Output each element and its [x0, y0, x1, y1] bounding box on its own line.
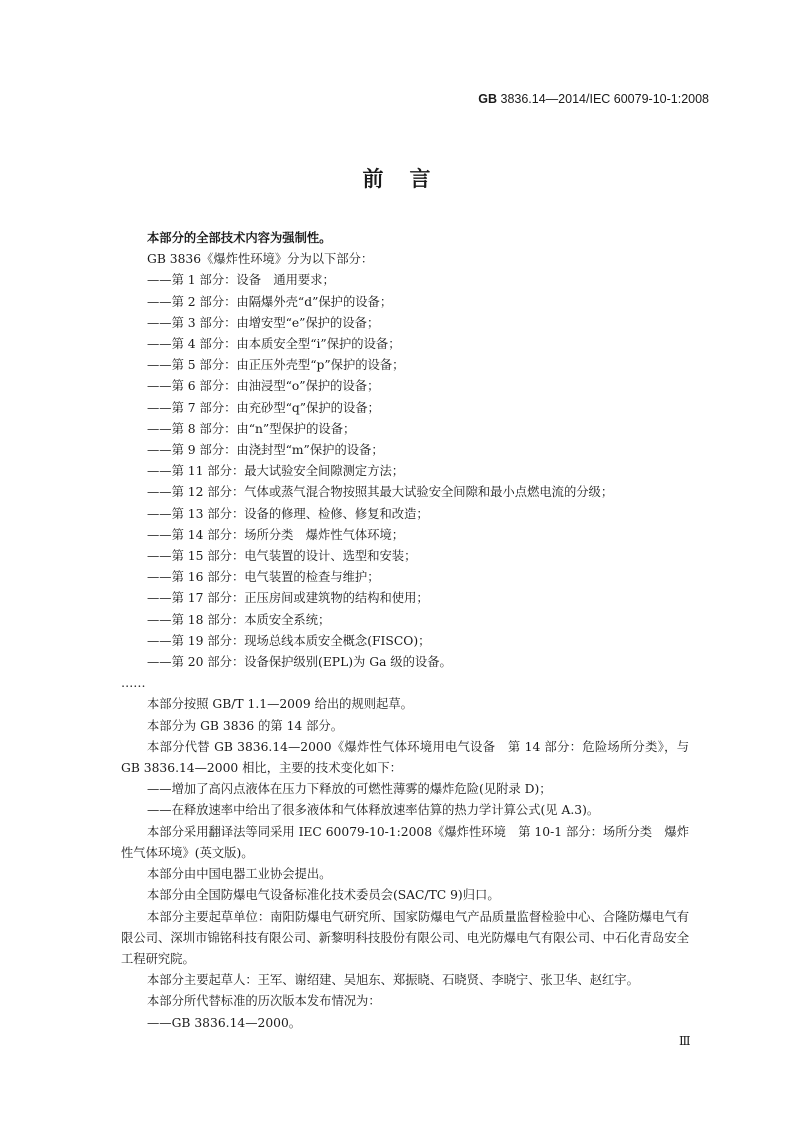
parts-list [121, 270, 689, 673]
committee: 本部分由全国防爆电气设备标准化技术委员会(SAC/TC 9)归口。 [147, 888, 500, 903]
adoption-paragraph: 本部分采用翻译法等同采用 IEC 60079-10-1:2008《爆炸性环境 第 10-1 部分：场所分类 爆炸性气体环境》(英文版)。 [121, 824, 689, 860]
list-item: ——第 19 部分：现场总线本质安全概念(FISCO)； [147, 633, 431, 648]
intro-bold: 本部分的全部技术内容为强制性。 [147, 231, 332, 245]
drafters: 本部分主要起草人：王军、谢绍建、吴旭东、郑振晓、石晓贤、李晓宁、张卫华、赵红宇。 [147, 973, 639, 988]
proposer: 本部分由中国电器工业协会提出。 [147, 867, 332, 882]
change-item: ——在释放速率中给出了很多液体和气体释放速率估算的热力学计算公式(见 A.3)。 [147, 803, 600, 818]
history-item: ——GB 3836.14—2000。 [147, 1015, 302, 1030]
list-item: ——第 8 部分：由“n”型保护的设备； [147, 421, 356, 436]
list-item: ——第 7 部分：由充砂型“q”保护的设备； [147, 400, 380, 415]
list-item: ——第 16 部分：电气装置的检查与维护； [147, 570, 380, 585]
part-number: 本部分为 GB 3836 的第 14 部分。 [147, 718, 344, 733]
list-item: ——第 18 部分：本质安全系统； [147, 612, 331, 627]
list-item: ——第 4 部分：由本质安全型“i”保护的设备； [147, 337, 401, 352]
document-header [478, 92, 709, 106]
drafting-units: 本部分主要起草单位：南阳防爆电气研究所、国家防爆电气产品质量监督检验中心、合隆防爆电气有限公司、深圳市锦铭科技有限公司、新黎明科技股份有限公司、电光防爆电气有限公司、中石化青岛安全工程研究院。 [121, 909, 689, 966]
header-code: GB [478, 92, 498, 106]
list-item: ——第 3 部分：由增安型“e”保护的设备； [147, 315, 380, 330]
ellipsis: …… [121, 676, 146, 691]
list-item: ——第 13 部分：设备的修理、检修、修复和改造； [147, 506, 429, 521]
drafting-rule: 本部分按照 GB/T 1.1—2009 给出的规则起草。 [147, 697, 413, 712]
header-text: 3836.14—2014/IEC 60079-10-1:2008 [500, 92, 709, 106]
foreword-body [121, 228, 689, 1034]
list-item: ——第 11 部分：最大试验安全间隙测定方法； [147, 464, 405, 479]
list-item: ——第 1 部分：设备 通用要求； [147, 273, 335, 288]
list-item: ——第 5 部分：由正压外壳型“p”保护的设备； [147, 358, 405, 373]
series-intro: GB 3836《爆炸性环境》分为以下部分： [147, 252, 374, 267]
history-intro: 本部分所代替标准的历次版本发布情况为： [147, 994, 381, 1009]
page-number: Ⅲ [679, 1034, 691, 1048]
list-item: ——第 14 部分：场所分类 爆炸性气体环境； [147, 527, 405, 542]
replaces-paragraph: 本部分代替 GB 3836.14—2000《爆炸性气体环境用电气设备 第 14 部分：危险场所分类》，与 GB 3836.14—2000 相比，主要的技术变化如下： [121, 739, 689, 776]
list-item: ——第 20 部分：设备保护级别(EPL)为 Ga 级的设备。 [147, 655, 452, 670]
list-item: ——第 2 部分：由隔爆外壳“d”保护的设备； [147, 294, 393, 309]
change-item: ——增加了高闪点液体在压力下释放的可燃性薄雾的爆炸危险(见附录 D)； [147, 782, 552, 797]
list-item: ——第 9 部分：由浇封型“m”保护的设备； [147, 443, 384, 458]
list-item: ——第 6 部分：由油浸型“o”保护的设备； [147, 379, 380, 394]
list-item: ——第 17 部分：正压房间或建筑物的结构和使用； [147, 591, 429, 606]
list-item: ——第 15 部分：电气装置的设计、选型和安装； [147, 549, 417, 564]
list-item: ——第 12 部分：气体或蒸气混合物按照其最大试验安全间隙和最小点燃电流的分级； [147, 485, 614, 500]
page-title: 前言 [362, 167, 457, 191]
